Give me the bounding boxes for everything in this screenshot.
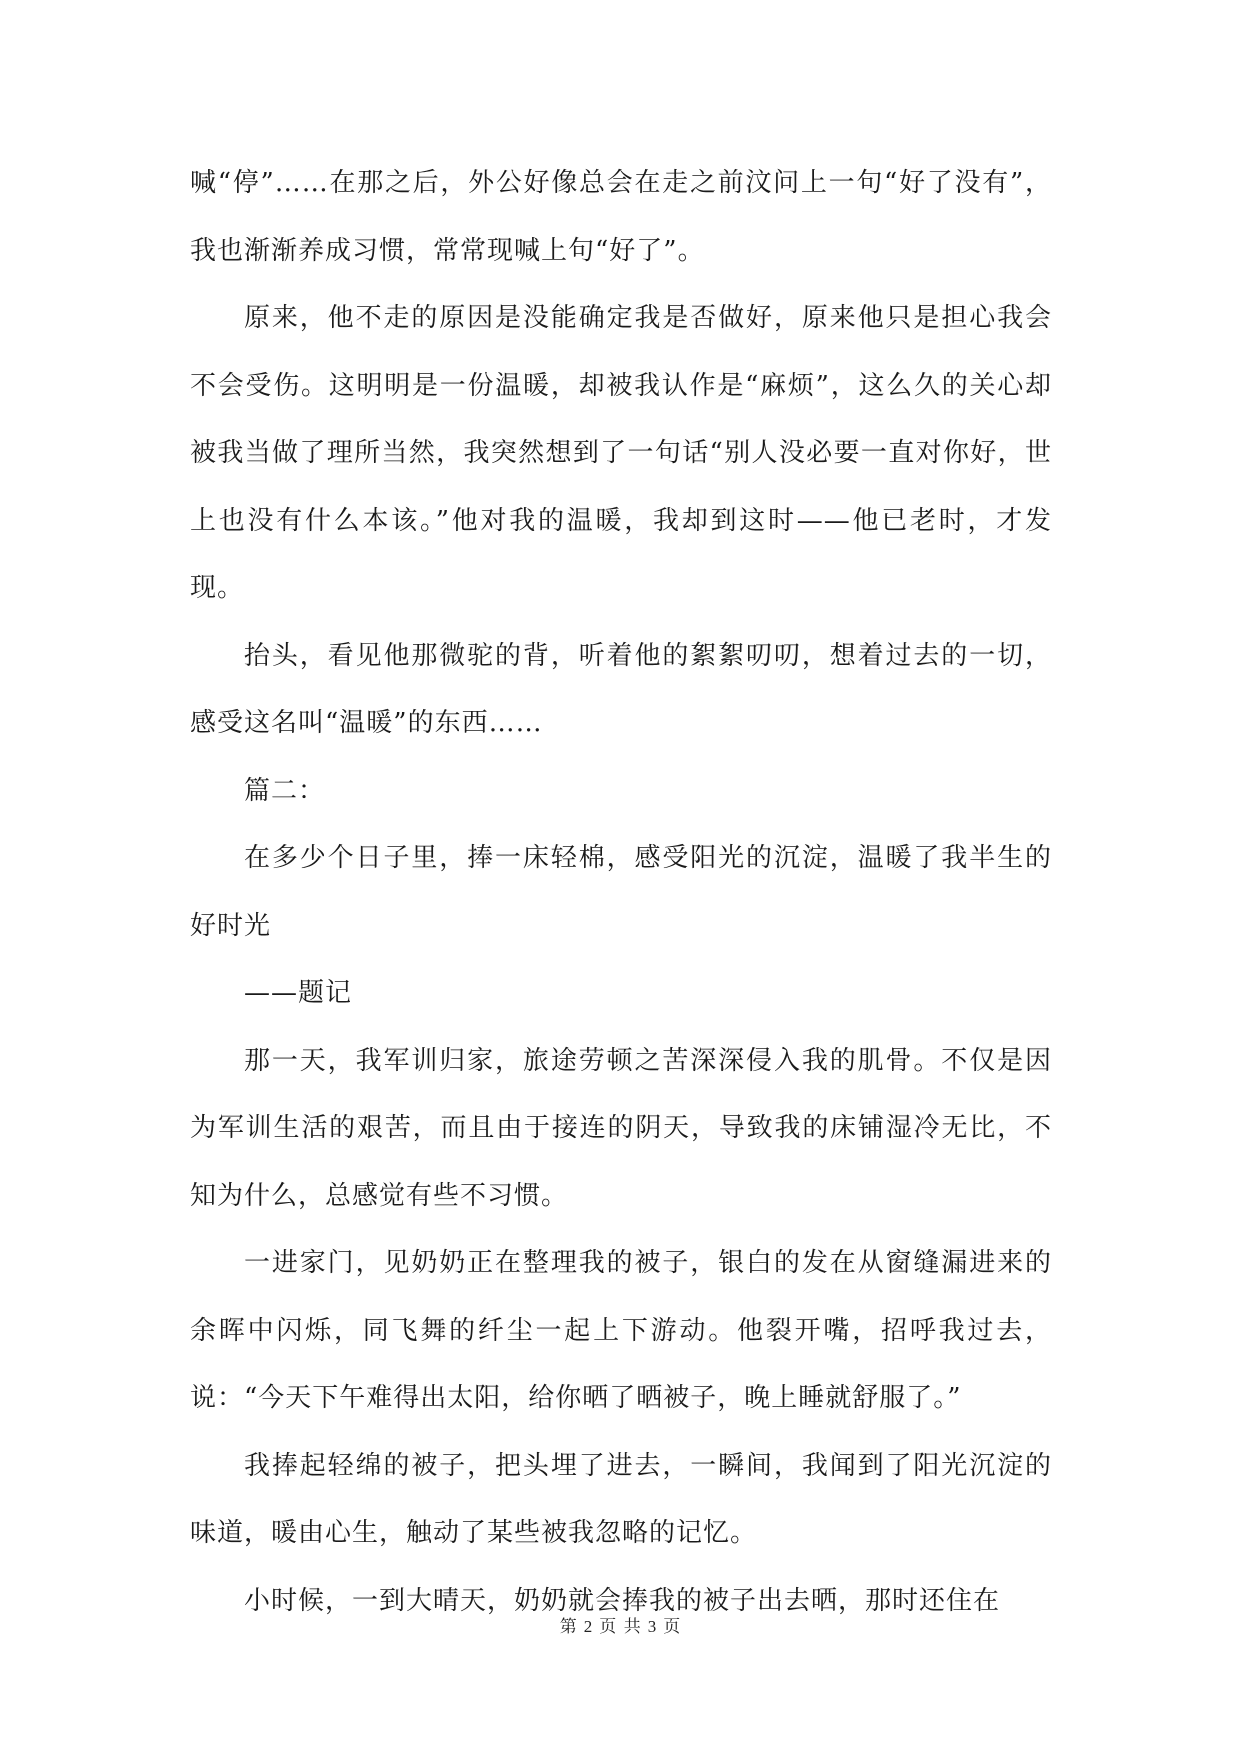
footer-prefix: 第 [559,1617,578,1637]
footer-suffix: 页 [663,1617,682,1637]
section-heading: 篇二： [244,775,326,806]
epigraph-attribution: ——题记 [244,978,353,1008]
page-footer [0,1612,1241,1637]
paragraph-9: 我捧起轻绵的被子，把头埋了进去，一瞬间，我闻到了阳光沉淀的味道，暖由心生，触动了某些被我忽略的记忆。 [190,1450,1052,1548]
total-pages-number: 3 [647,1617,658,1636]
current-page-number: 2 [583,1617,594,1636]
paragraph-10: 小时候，一到大晴天，奶奶就会捧我的被子出去晒，那时还住在 [244,1585,1001,1616]
paragraph-2: 原来，他不走的原因是没能确定我是否做好，原来他只是担心我会不会受伤。这明明是一份温暖，却被我认作是“麻烦”，这么久的关心却被我当做了理所当然，我突然想到了一句话“别人没必要一直对你好，世上也没有什么本该。”他对我的温暖，我却到这时——他已老时，才发现。 [190,303,1052,603]
footer-middle: 页 共 [599,1617,642,1637]
paragraph-1: 喊“停”……在那之后，外公好像总会在走之前汶问上一句“好了没有”，我也渐渐养成习惯，常常现喊上句“好了”。 [190,168,1052,266]
paragraph-3: 抬头，看见他那微驼的背，听着他的絮絮叨叨，想着过去的一切，感受这名叫“温暖”的东西…… [190,640,1052,738]
paragraph-7: 那一天，我军训归家，旅途劳顿之苦深深侵入我的肌骨。不仅是因为军训生活的艰苦，而且由于接连的阴天，导致我的床铺湿冷无比，不知为什么，总感觉有些不习惯。 [190,1045,1052,1211]
document-body [190,150,1052,1635]
paragraph-8: 一进家门，见奶奶正在整理我的被子，银白的发在从窗缝漏进来的余晖中闪烁，同飞舞的纤尘一起上下游动。他裂开嘴，招呼我过去，说：“今天下午难得出太阳，给你晒了晒被子，晚上睡就舒服了。” [190,1248,1052,1413]
epigraph: 在多少个日子里，捧一床轻棉，感受阳光的沉淀，温暖了我半生的好时光 [190,843,1052,941]
